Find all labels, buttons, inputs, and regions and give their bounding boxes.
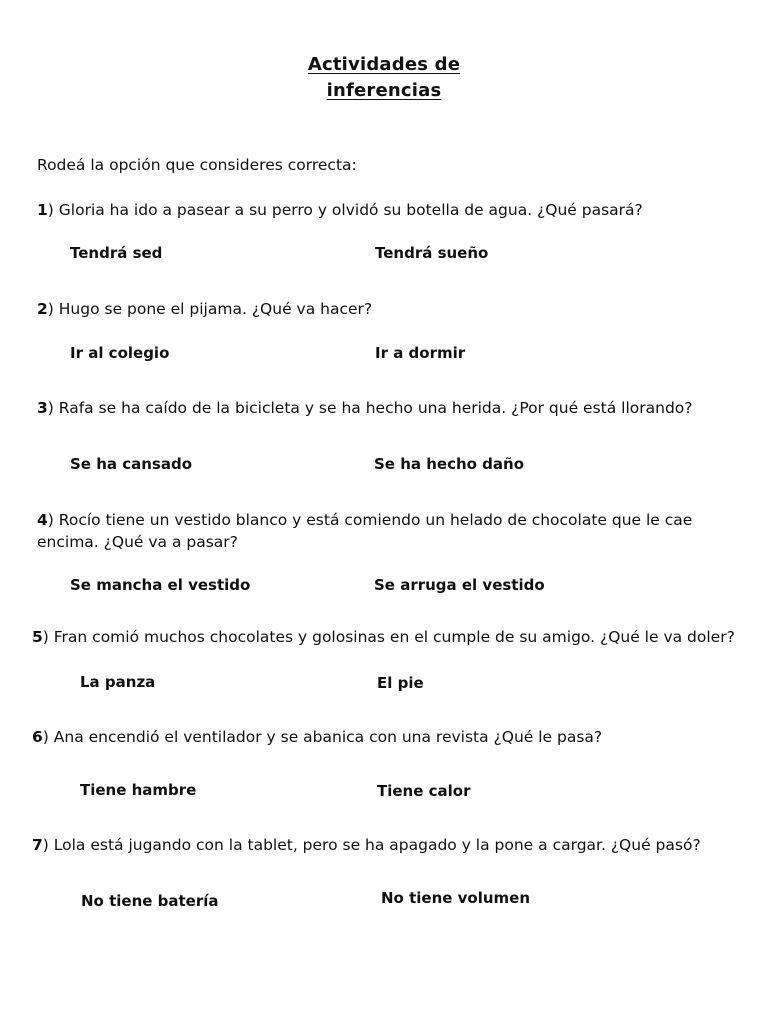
- question-2-option-b[interactable]: Ir a dormir: [375, 344, 466, 362]
- question-text: ) Ana encendió el ventilador y se abanica con una revista ¿Qué le pasa?: [42, 728, 603, 746]
- question-7: [32, 834, 701, 856]
- question-5-option-a[interactable]: La panza: [80, 673, 156, 691]
- question-7-option-b[interactable]: No tiene volumen: [381, 889, 531, 907]
- question-2: [37, 298, 372, 320]
- question-number: 2: [37, 300, 48, 318]
- question-text: ) Fran comió muchos chocolates y golosinas en el cumple de su amigo. ¿Qué le va doler?: [42, 628, 735, 646]
- question-number: 3: [37, 399, 48, 417]
- page-title-line-2: inferencias: [326, 80, 442, 101]
- question-text-line-2: encima. ¿Qué va a pasar?: [37, 533, 238, 551]
- question-3-option-a[interactable]: Se ha cansado: [70, 455, 193, 473]
- question-6-option-a[interactable]: Tiene hambre: [80, 781, 197, 799]
- question-4-option-b[interactable]: Se arruga el vestido: [374, 576, 545, 594]
- question-7-option-a[interactable]: No tiene batería: [81, 892, 219, 910]
- question-5-option-b[interactable]: El pie: [377, 674, 424, 692]
- question-number: 1: [37, 201, 48, 219]
- question-6: [32, 726, 602, 748]
- question-3: [37, 397, 693, 419]
- question-text: ) Rocío tiene un vestido blanco y está comiendo un helado de chocolate que le cae: [47, 511, 693, 529]
- question-3-option-b[interactable]: Se ha hecho daño: [374, 455, 525, 473]
- question-6-option-b[interactable]: Tiene calor: [377, 782, 471, 800]
- question-number: 7: [32, 836, 43, 854]
- question-text: ) Lola está jugando con la tablet, pero se ha apagado y la pone a cargar. ¿Qué pasó?: [42, 836, 701, 854]
- page-title-line-1: Actividades de: [307, 54, 461, 75]
- instructions-text: Rodeá la opción que consideres correcta:: [37, 156, 357, 174]
- question-1: [37, 199, 643, 221]
- question-text: ) Hugo se pone el pijama. ¿Qué va hacer?: [47, 300, 373, 318]
- question-1-option-b[interactable]: Tendrá sueño: [375, 244, 489, 262]
- question-4: [37, 509, 692, 553]
- question-5: [32, 626, 735, 648]
- question-number: 6: [32, 728, 43, 746]
- question-number: 4: [37, 511, 48, 529]
- question-text: ) Gloria ha ido a pasear a su perro y olvidó su botella de agua. ¿Qué pasará?: [47, 201, 643, 219]
- question-number: 5: [32, 628, 43, 646]
- question-text: ) Rafa se ha caído de la bicicleta y se ha hecho una herida. ¿Por qué está llorando?: [47, 399, 693, 417]
- question-2-option-a[interactable]: Ir al colegio: [70, 344, 170, 362]
- question-4-option-a[interactable]: Se mancha el vestido: [70, 576, 251, 594]
- question-1-option-a[interactable]: Tendrá sed: [70, 244, 163, 262]
